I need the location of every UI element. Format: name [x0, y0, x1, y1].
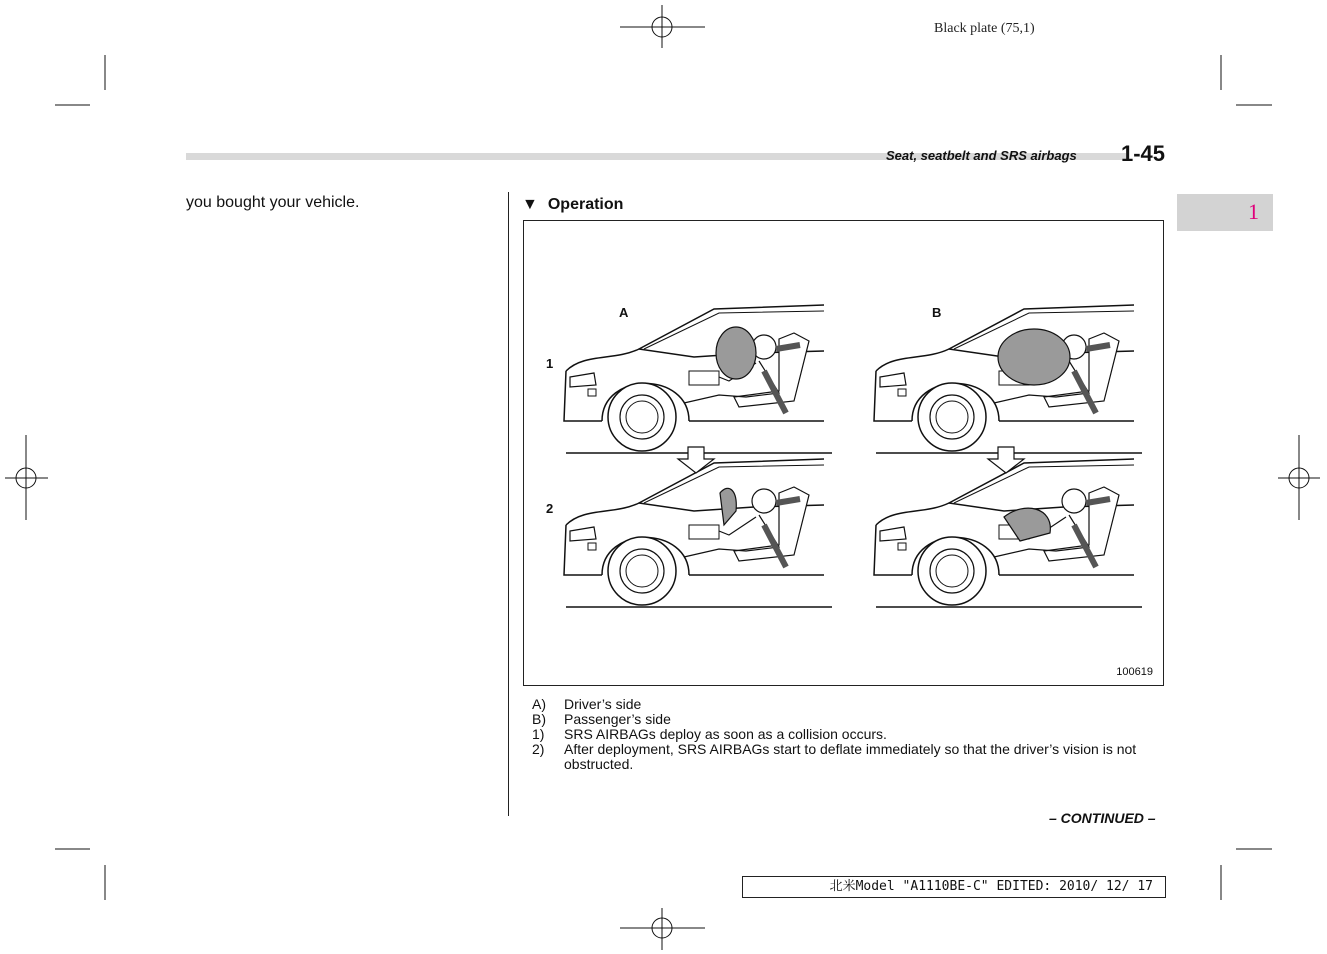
chapter-tab-number: 1 — [1248, 199, 1259, 224]
legend-text: After deployment, SRS AIRBAGs start to deflate immediately so that the driver’s vision is not obstructed. — [564, 741, 1137, 772]
triangle-marker-icon: ▼ — [522, 196, 538, 213]
legend-key: B) — [532, 711, 546, 727]
legend-text: Passenger’s side — [564, 711, 671, 727]
figure-label-b: B — [932, 305, 942, 320]
figure-label-1: 1 — [546, 356, 554, 371]
legend-text: Driver’s side — [564, 696, 642, 712]
column-divider — [508, 192, 509, 816]
page-number: 1-45 — [1121, 141, 1166, 166]
left-column-text: you bought your vehicle. — [186, 194, 360, 211]
plate-label: Black plate (75,1) — [934, 21, 1035, 36]
figure-label-a: A — [619, 305, 629, 320]
legend-key: A) — [532, 696, 546, 712]
legend-item — [532, 697, 1172, 712]
chapter-tab — [1177, 194, 1273, 231]
legend-item — [532, 712, 1172, 727]
legend-key: 2) — [532, 741, 545, 757]
continued-label: – CONTINUED – — [1049, 810, 1156, 826]
figure-code: 100619 — [1116, 666, 1153, 678]
airbag-illustration — [524, 221, 1165, 687]
edit-stamp: 北米Model "A1110BE-C" EDITED: 2010/ 12/ 17 — [742, 876, 1166, 898]
operation-title: Operation — [547, 196, 624, 213]
figure-label-2: 2 — [546, 501, 554, 516]
legend-key: 1) — [532, 726, 545, 742]
legend-text: SRS AIRBAGs deploy as soon as a collision occurs. — [564, 726, 887, 742]
airbag-operation-figure — [523, 220, 1164, 686]
section-title: Seat, seatbelt and SRS airbags — [886, 148, 1077, 163]
legend-item — [532, 742, 1172, 772]
operation-heading — [522, 196, 623, 214]
figure-legend — [532, 697, 1172, 772]
legend-item — [532, 727, 1172, 742]
